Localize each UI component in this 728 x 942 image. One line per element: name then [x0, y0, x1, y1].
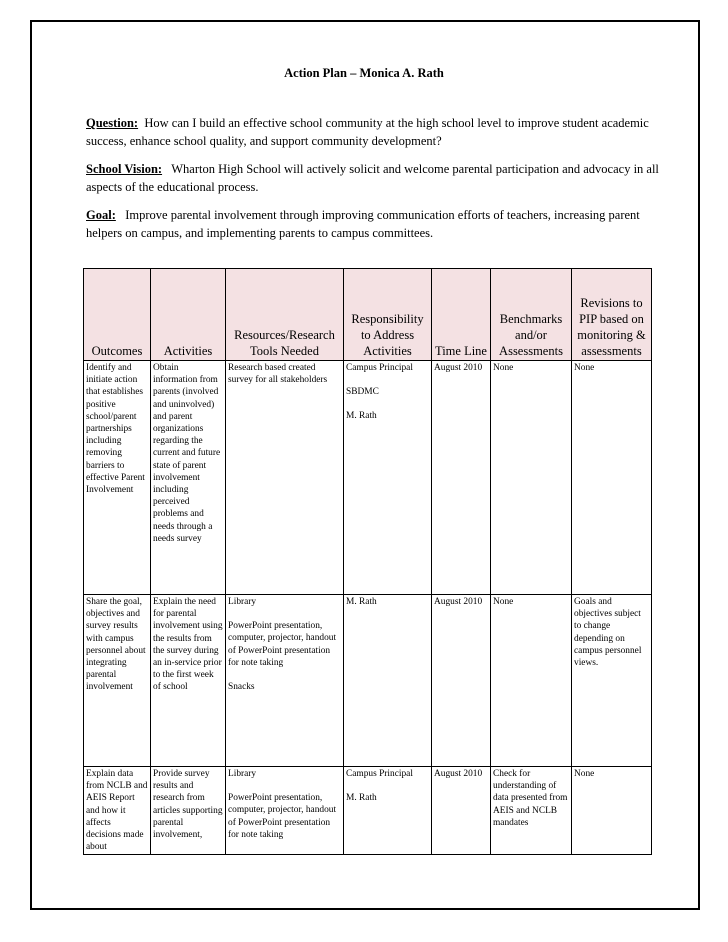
cell-activities: Provide survey results and research from articles supporting parental involvement,: [151, 767, 226, 855]
cell-responsibility: [344, 595, 432, 767]
cell-benchmarks: Check for understanding of data presented from AEIS and NCLB mandates: [491, 767, 572, 855]
cell-responsibility: [344, 361, 432, 595]
resource-item: PowerPoint presentation, computer, projector, handout of PowerPoint presentation for note taking: [228, 621, 337, 668]
responsibility-item: M. Rath: [346, 793, 377, 804]
vision-paragraph: [86, 160, 666, 196]
goal-paragraph: [86, 206, 666, 242]
resource-item: Research based created survey for all stakeholders: [228, 363, 328, 386]
table-header-row: [84, 269, 652, 361]
table-row: [84, 361, 652, 595]
resource-item: Library: [228, 769, 257, 779]
cell-outcomes: Share the goal, objectives and survey results with campus personnel about integrating parental involvement: [84, 595, 151, 767]
resource-item: PowerPoint presentation, computer, projector, handout of PowerPoint presentation for note taking: [228, 793, 337, 840]
table-row: [84, 767, 652, 855]
cell-revisions: None: [572, 767, 652, 855]
cell-benchmarks: None: [491, 361, 572, 595]
responsibility-item: Campus Principal: [346, 363, 413, 373]
cell-timeline: August 2010: [432, 361, 491, 595]
resource-item: Library: [228, 597, 257, 607]
cell-outcomes: Explain data from NCLB and AEIS Report and how it affects decisions made about: [84, 767, 151, 855]
document-title: Action Plan – Monica A. Rath: [284, 66, 444, 80]
vision-label: School Vision:: [86, 162, 163, 176]
cell-outcomes: Identify and initiate action that establishes positive school/parent partnerships including removing barriers to effective Parent Involvement: [84, 361, 151, 595]
question-paragraph: [86, 114, 666, 150]
question-label: Question:: [86, 116, 139, 130]
goal-text: Improve parental involvement through improving communication efforts of teachers, increasing parent helpers on campus, and implementing parents to campus committees.: [86, 208, 640, 240]
cell-revisions: None: [572, 361, 652, 595]
responsibility-item: SBDMC: [346, 387, 379, 398]
responsibility-item: M. Rath: [346, 411, 377, 422]
header-activities: Activities: [151, 269, 226, 361]
cell-responsibility: [344, 767, 432, 855]
responsibility-item: Campus Principal: [346, 769, 413, 779]
vision-text: Wharton High School will actively solicit and welcome parental participation and advocacy in all aspects of the educational process.: [86, 162, 659, 194]
goal-label: Goal:: [86, 208, 116, 222]
header-revisions: Revisions to PIP based on monitoring & assessments: [572, 269, 652, 361]
cell-activities: Obtain information from parents (involved and uninvolved) and parent organizations regarding the current and future state of parent involvement including perceived problems and needs through a needs survey: [151, 361, 226, 595]
cell-revisions: Goals and objectives subject to change depending on campus personnel views.: [572, 595, 652, 767]
resource-item: Snacks: [228, 682, 255, 693]
cell-timeline: August 2010: [432, 767, 491, 855]
cell-resources: [226, 361, 344, 595]
cell-activities: Explain the need for parental involvement using the results from the survey during an in-service prior to the first week of school: [151, 595, 226, 767]
header-benchmarks: Benchmarks and/or Assessments: [491, 269, 572, 361]
cell-benchmarks: None: [491, 595, 572, 767]
cell-timeline: August 2010: [432, 595, 491, 767]
cell-resources: [226, 767, 344, 855]
header-responsibility: Responsibility to Address Activities: [344, 269, 432, 361]
header-outcomes: Outcomes: [84, 269, 151, 361]
table-row: [84, 595, 652, 767]
header-resources: Resources/Research Tools Needed: [226, 269, 344, 361]
header-timeline: Time Line: [432, 269, 491, 361]
cell-resources: [226, 595, 344, 767]
action-plan-table: [83, 268, 652, 855]
responsibility-item: M. Rath: [346, 597, 377, 607]
question-text: How can I build an effective school community at the high school level to improve student academic success, enhance school quality, and support community development?: [86, 116, 649, 148]
